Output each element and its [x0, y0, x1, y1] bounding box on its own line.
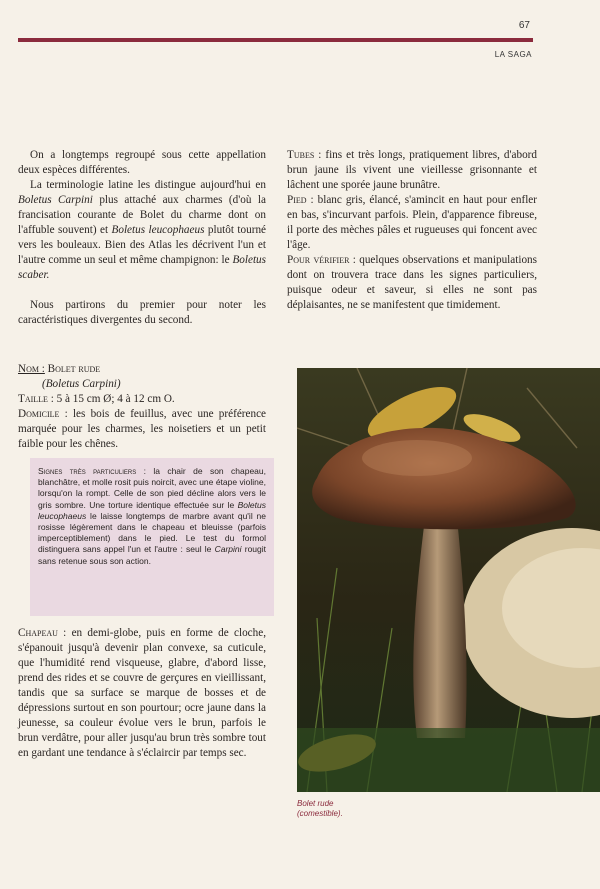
- tubes-paragraph: Tubes : fins et très longs, pratiquement libres, d'abord brun jaune ils vivent une vieillesse grisonnante et lâchent une sporée jaune brunâtre.: [287, 149, 537, 191]
- pied-paragraph: Pied : blanc gris, élancé, s'amincit en haut pour enfler en bas, s'incurvant parfois. Plein, d'apparence fibreuse, il porte des mèches pâles et rugueuses qui foncent avec l'âge.: [287, 194, 537, 251]
- intro-paragraph-1: On a longtemps regroupé sous cette appellation deux espèces différentes.: [18, 149, 266, 176]
- taille-line: Taille : 5 à 15 cm Ø; 4 à 12 cm O.: [18, 393, 175, 405]
- chapeau-paragraph: Chapeau : en demi-globe, puis en forme de cloche, s'épanouit jusqu'à devenir plan convexe, sa cuticule, que l'humidité rend visqueuse, glabre, d'abord lisse, prend des rides et se couvre de gerçures en vieillissant, tandis que sa surface se marque de bosses et de dépressions surtout en son pourtour; ocre jaune dans la jeunesse, sa couleur évolue vers le brun, parfois le brun verdâtre, pour aller jusqu'au brun très sombre tout en gardant une tendance à s'éclaircir par temps sec.: [18, 627, 267, 759]
- verifier-paragraph: Pour vérifier : quelques observations et manipulations dont on trouvera trace dans les signes particuliers, puisque odeur et saveur, si elles ne sont pas déplaisantes, ne se manifestent que timidement.: [287, 254, 537, 311]
- section-label: LA SAGA: [494, 50, 532, 59]
- mushroom-photo: [297, 368, 600, 792]
- special-signs-box: [30, 458, 274, 616]
- right-column: [287, 148, 537, 313]
- nom-latin: (Boletus Carpini): [42, 378, 121, 390]
- left-column: [18, 148, 266, 328]
- mushroom-photo-illustration: [297, 368, 600, 792]
- photo-caption: [297, 799, 387, 819]
- special-signs-text: Signes très particuliers : la chair de son chapeau, blanchâtre, et molle rosit puis noircit, avec une étape violine, lorsqu'on la rompt. Celle de son pied décline alors vers le gris sombre. Une torture identique effectuée sur le Boletus leucophaeus le laisse longtemps de marbre avant qu'il ne rosisse légèrement dans le chapeau et bleuisse (parfois imperceptiblement) dans le pied. Le test du formol distinguera sans appel l'un et l'autre : seul le Carpini rougit sans retenue sous son action.: [38, 466, 267, 566]
- intro-paragraph-2: La terminologie latine les distingue aujourd'hui en Boletus Carpini plus attaché aux charmes (d'où la francisation courante de Bolet du charme dont on l'affuble souvent) et Boletus leucophaeus plutôt tourné vers les bouleaux. Bien des Atlas les décrivent l'un et l'autre comme un seul et même champignon: le Boletus scaber.: [18, 179, 266, 281]
- nom-line: Nom : Bolet rude: [18, 363, 101, 375]
- domicile-line: Domicile : les bois de feuillus, avec une préférence marquée pour les charmes, les noisetiers et un petit faible pour les chênes.: [18, 408, 266, 450]
- intro-paragraph-3: Nous partirons du premier pour noter les caractéristiques divergentes du second.: [18, 299, 266, 326]
- chapeau-block: [18, 626, 266, 761]
- caption-line-1: Bolet rude: [297, 799, 334, 808]
- identity-block: [18, 362, 266, 452]
- caption-line-2: (comestible).: [297, 809, 343, 818]
- header-rule: [18, 38, 533, 42]
- page-number: 67: [518, 20, 530, 31]
